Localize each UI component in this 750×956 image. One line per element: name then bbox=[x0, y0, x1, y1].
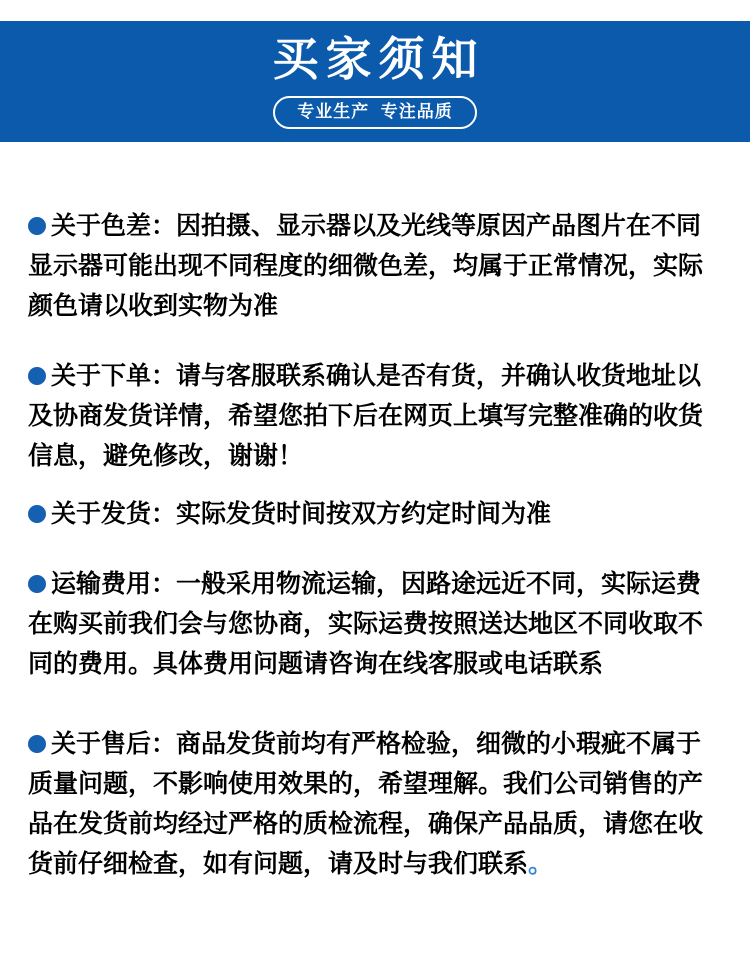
header-banner bbox=[0, 21, 750, 142]
page-title: 买家须知 bbox=[272, 33, 485, 85]
notice-suffix: 。 bbox=[528, 850, 554, 878]
notice-text: 实际发货时间按双方约定时间为准 bbox=[176, 500, 552, 528]
notice-list bbox=[0, 142, 750, 884]
bullet-dot-icon bbox=[28, 735, 46, 753]
notice-item-color-difference bbox=[28, 206, 722, 326]
notice-label: 运输费用： bbox=[51, 570, 177, 598]
notice-label: 关于发货： bbox=[51, 500, 177, 528]
bullet-dot-icon bbox=[28, 505, 46, 523]
notice-item-after-sales bbox=[28, 724, 722, 884]
notice-item-ordering bbox=[28, 356, 722, 476]
bullet-dot-icon bbox=[28, 217, 46, 235]
notice-text: 因拍摄、显示器以及光线等原因产品图片在不同显示器可能出现不同程度的细微色差，均属于正常情况，实际颜色请以收到实物为准 bbox=[28, 212, 704, 320]
notice-text: 请与客服联系确认是否有货，并确认收货地址以及协商发货详情，希望您拍下后在网页上填写完整准确的收货信息，避免修改，谢谢！ bbox=[28, 362, 704, 470]
bullet-dot-icon bbox=[28, 367, 46, 385]
banner-subtitle-pill: 专业生产 专注品质 bbox=[273, 96, 476, 129]
notice-text: 一般采用物流运输，因路途远近不同，实际运费在购买前我们会与您协商，实际运费按照送达地区不同收取不同的费用。具体费用问题请咨询在线客服或电话联系 bbox=[28, 570, 704, 678]
notice-label: 关于下单： bbox=[51, 362, 177, 390]
notice-text: 商品发货前均有严格检验，细微的小瑕疵不属于质量问题，不影响使用效果的，希望理解。我们公司销售的产品在发货前均经过严格的质检流程，确保产品品质，请您在收货前仔细检查，如有问题，请及时与我们联系 bbox=[28, 730, 704, 878]
notice-label: 关于售后： bbox=[51, 730, 177, 758]
notice-item-freight-cost bbox=[28, 564, 722, 684]
bullet-dot-icon bbox=[28, 575, 46, 593]
notice-label: 关于色差： bbox=[51, 212, 177, 240]
notice-item-shipping bbox=[28, 494, 722, 534]
